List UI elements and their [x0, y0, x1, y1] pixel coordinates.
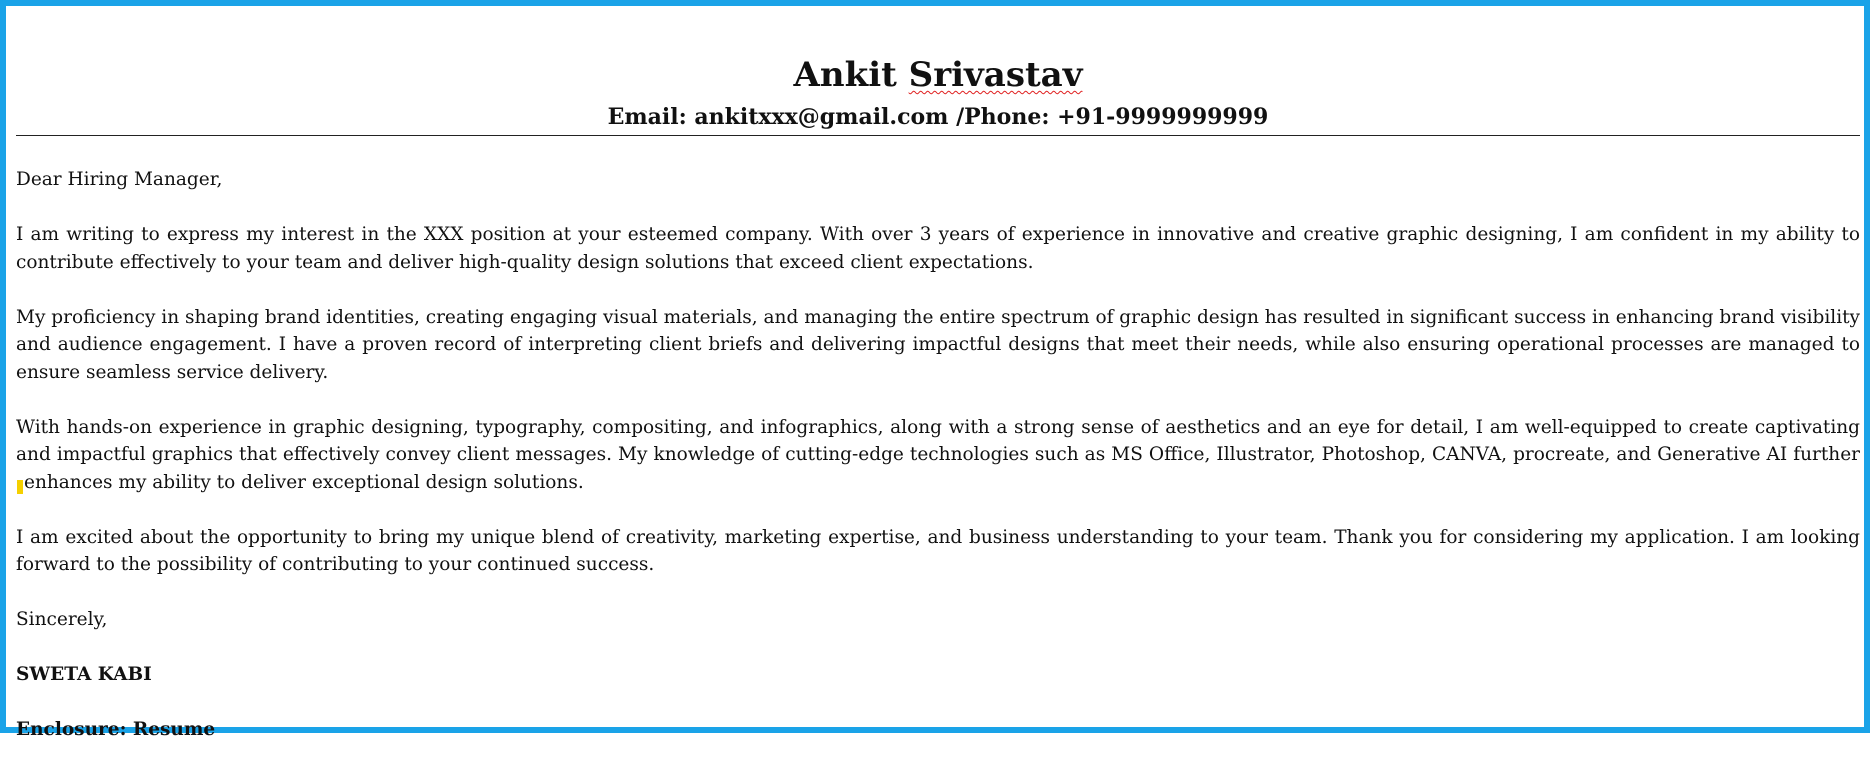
applicant-last-name: Srivastav [908, 55, 1083, 95]
signature-name: SWETA KABI [16, 664, 152, 685]
salutation: Dear Hiring Manager, [16, 169, 223, 190]
applicant-first-name: Ankit [793, 55, 897, 95]
paragraph-closing: I am excited about the opportunity to bring my unique blend of creativity, marketing expertise, and business understanding to your team. Thank you for considering my application. I am looking forward to the possibility of contributing to your continued success. [16, 526, 1860, 575]
text-cursor-marker [17, 480, 23, 494]
contact-line: Email: ankitxxx@gmail.com /Phone: +91-9999999999 [607, 104, 1269, 130]
applicant-name [16, 55, 1860, 95]
paragraph-proficiency: My proficiency in shaping brand identities, creating engaging visual materials, and managing the entire spectrum of graphic design has resulted in significant success in enhancing brand visibility and audience engagement. I have a proven record of interpreting client briefs and delivering impactful designs that meet their needs, while also ensuring operational processes are managed to ensure seamless service delivery. [16, 306, 1860, 383]
paragraph-intro: I am writing to express my interest in the XXX position at your esteemed company. With over 3 years of experience in innovative and creative graphic designing, I am confident in my ability to contribute effectively to your team and deliver high-quality design solutions that exceed client expectations. [16, 224, 1860, 273]
enclosure-line: Enclosure: Resume [16, 719, 216, 740]
document-page[interactable] [16, 12, 1860, 740]
paragraph-skills [16, 414, 1860, 497]
closing: Sincerely, [16, 609, 108, 630]
letter-body [16, 166, 1860, 771]
paragraph-skills-part-2: enhances my ability to deliver exceptional design solutions. [24, 471, 584, 493]
paragraph-skills-part-1: With hands-on experience in graphic designing, typography, compositing, and infographics, along with a strong sense of aesthetics and an eye for detail, I am well-equipped to create captivating and impactful graphics that effectively convey client messages. My knowledge of cutting-edge technologies such as MS Office, Illustrator, Photoshop, CANVA, procreate, and Generative AI further [16, 416, 1860, 465]
header-divider [16, 135, 1860, 136]
